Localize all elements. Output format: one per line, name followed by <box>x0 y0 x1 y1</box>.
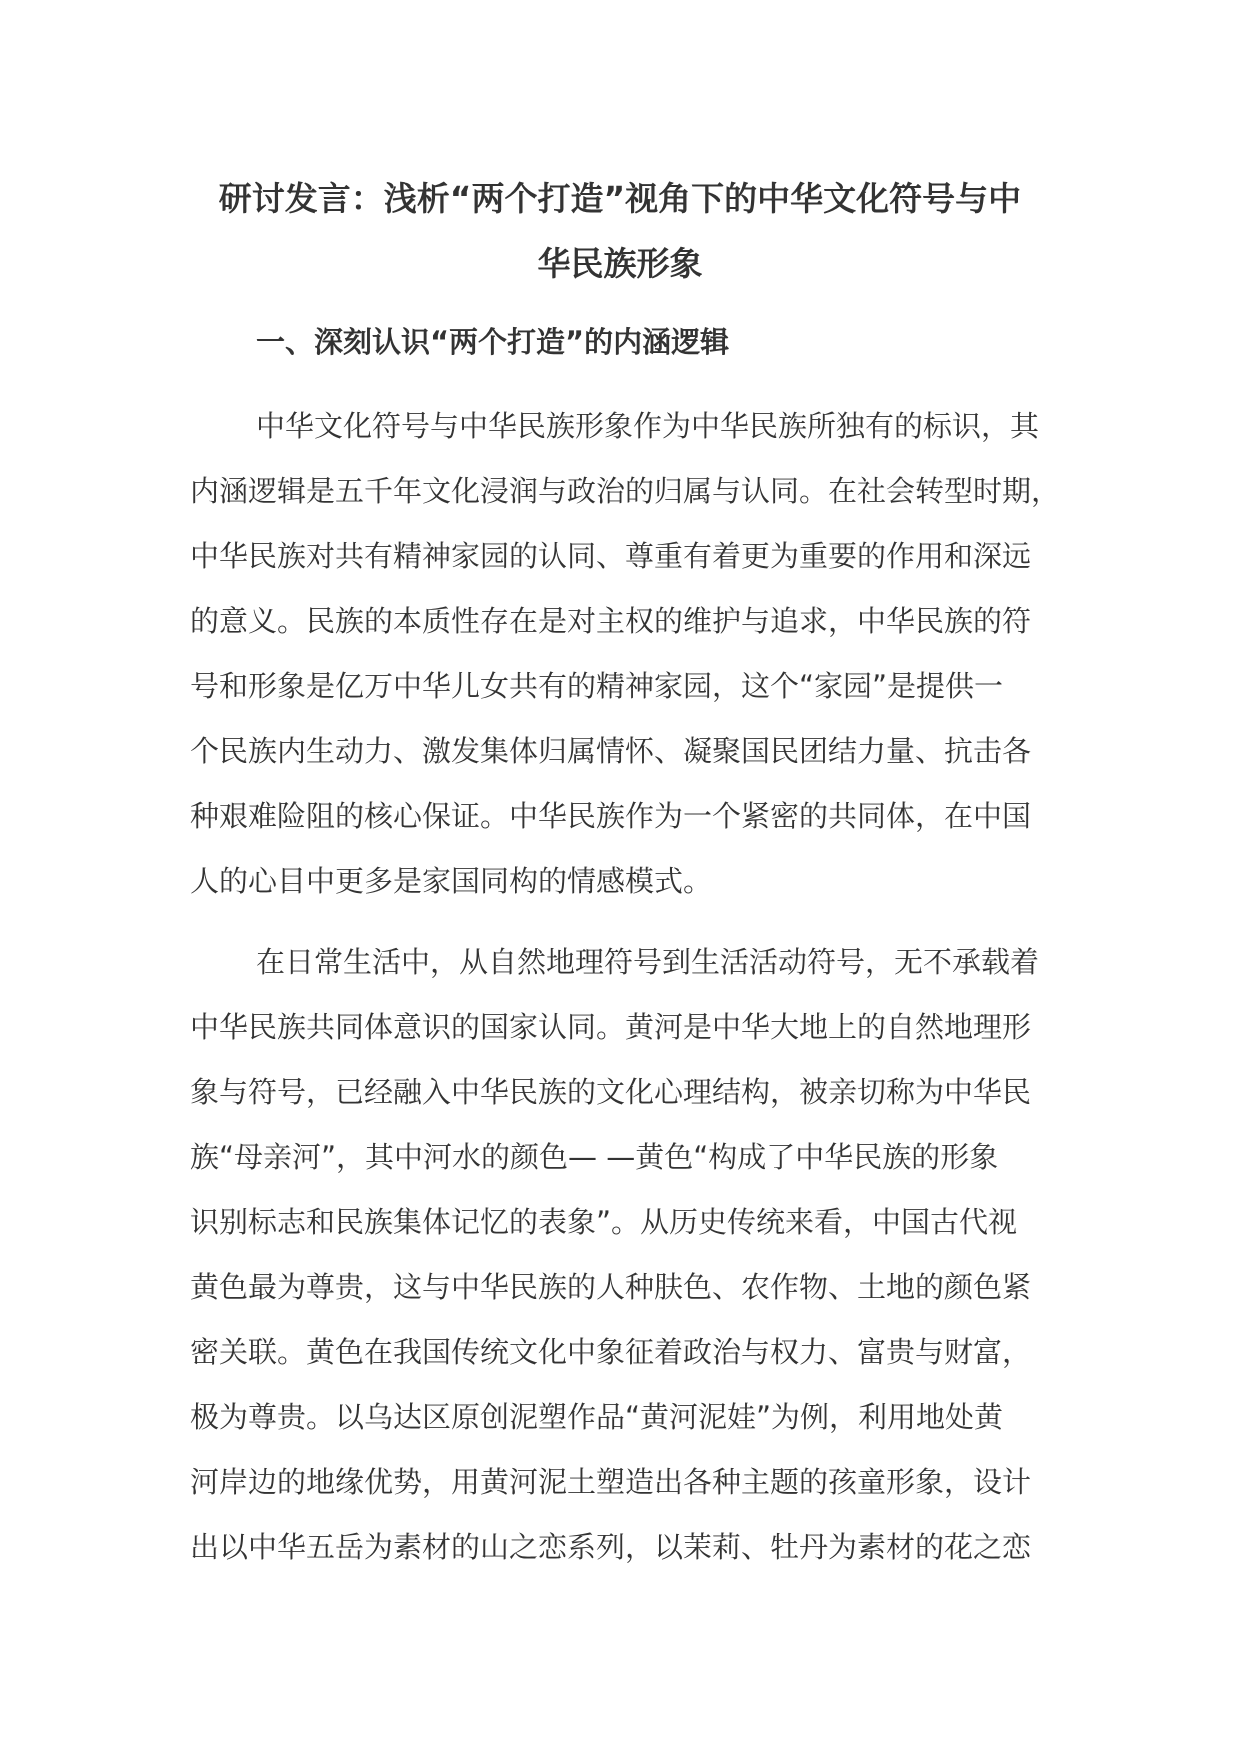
paragraph-line: 河岸边的地缘优势，用黄河泥土塑造出各种主题的孩童形象，设计 <box>190 1465 1032 1499</box>
paragraph-line: 识别标志和民族集体记忆的表象”。从历史传统来看，中国古代视 <box>190 1205 1018 1239</box>
paragraph <box>190 930 1070 1580</box>
paragraph-line: 族“母亲河”，其中河水的颜色— —黄色“构成了中华民族的形象 <box>190 1140 999 1174</box>
title-line: 研讨发言：浅析“两个打造”视角下的中华文化符号与中 <box>218 179 1022 218</box>
section-heading: 一、深刻认识“两个打造”的内涵逻辑 <box>256 325 730 359</box>
paragraph-line: 中华民族共同体意识的国家认同。黄河是中华大地上的自然地理形 <box>190 1010 1032 1044</box>
paragraph-line: 个民族内生动力、激发集体归属情怀、凝聚国民团结力量、抗击各 <box>190 734 1032 768</box>
paragraph-line: 极为尊贵。以乌达区原创泥塑作品“黄河泥娃”为例，利用地处黄 <box>190 1400 1004 1434</box>
paragraph-line: 的意义。民族的本质性存在是对主权的维护与追求，中华民族的符 <box>190 604 1032 638</box>
paragraph-line: 黄色最为尊贵，这与中华民族的人种肤色、农作物、土地的颜色紧 <box>190 1270 1032 1304</box>
paragraph-line: 内涵逻辑是五千年文化浸润与政治的归属与认同。在社会转型时期， <box>190 474 1061 508</box>
title-line: 华民族形象 <box>537 244 703 283</box>
paragraph <box>190 394 1070 914</box>
paragraph-line: 种艰难险阻的核心保证。中华民族作为一个紧密的共同体，在中国 <box>190 799 1032 833</box>
paragraph-line: 密关联。黄色在我国传统文化中象征着政治与权力、富贵与财富， <box>190 1335 1032 1369</box>
paragraph-line: 中华文化符号与中华民族形象作为中华民族所独有的标识，其 <box>256 409 1040 443</box>
paragraph-line: 在日常生活中，从自然地理符号到生活活动符号，无不承载着 <box>256 945 1040 979</box>
paragraph-line: 象与符号，已经融入中华民族的文化心理结构，被亲切称为中华民 <box>190 1075 1032 1109</box>
paragraph-line: 中华民族对共有精神家园的认同、尊重有着更为重要的作用和深远 <box>190 539 1032 573</box>
document-title <box>160 166 1080 296</box>
paragraph-line: 出以中华五岳为素材的山之恋系列，以茉莉、牡丹为素材的花之恋 <box>190 1530 1032 1564</box>
paragraph-line: 号和形象是亿万中华儿女共有的精神家园，这个“家园”是提供一 <box>190 669 1004 703</box>
paragraph-line: 人的心目中更多是家国同构的情感模式。 <box>190 864 713 898</box>
